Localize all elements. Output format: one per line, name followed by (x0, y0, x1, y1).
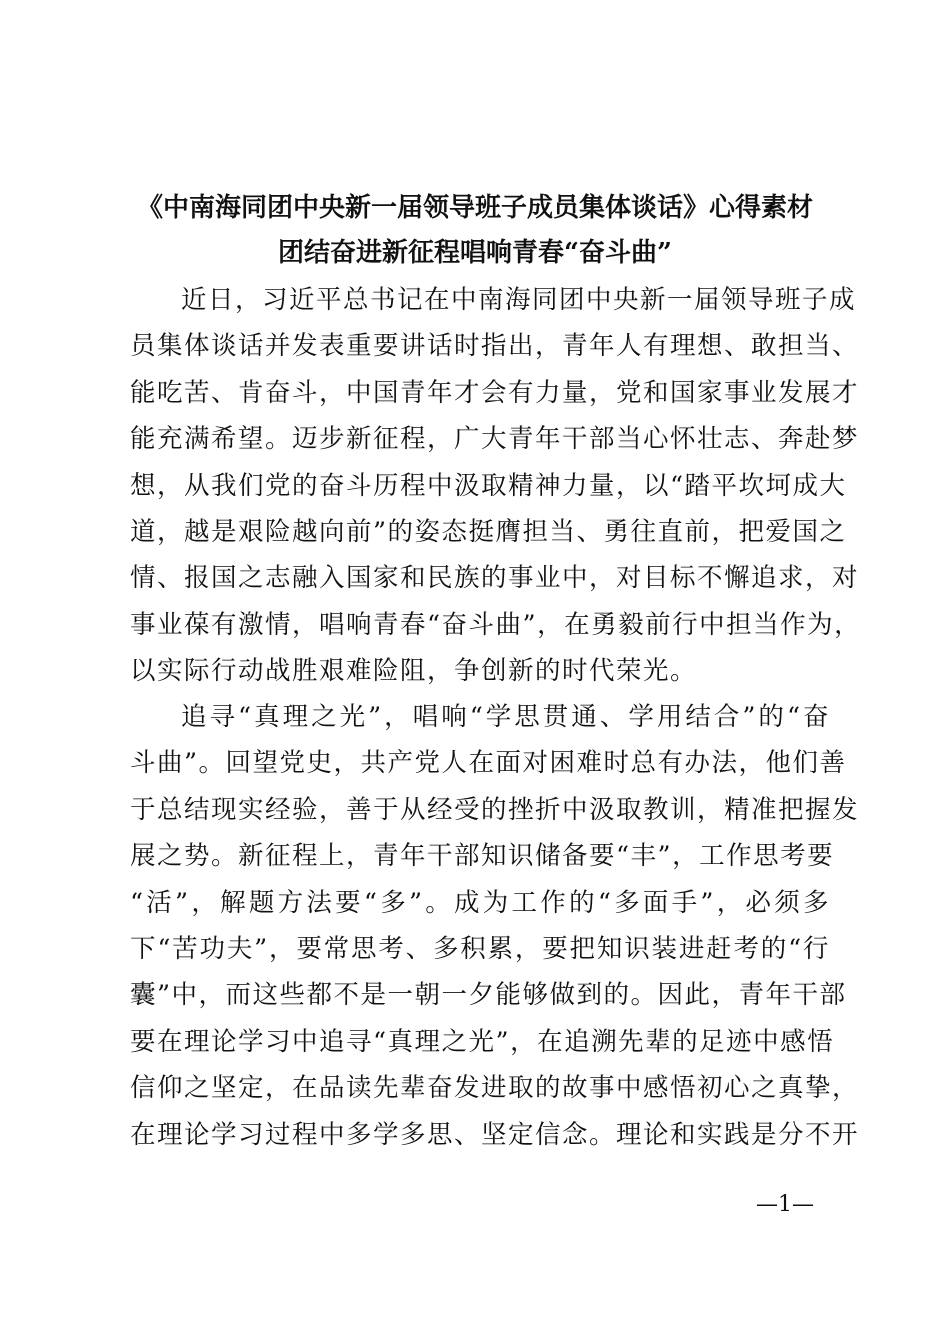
paragraph-1 (130, 277, 862, 695)
paragraph-line: 能吃苦、肯奋斗，中国青年才会有力量，党和国家事业发展才 (130, 377, 860, 408)
paragraph-line: 能充满希望。迈步新征程，广大青年干部当心怀壮志、奔赴梦 (130, 424, 860, 455)
paragraph-line: 员集体谈话并发表重要讲话时指出，青年人有理想、敢担当、 (130, 331, 860, 362)
paragraph-line: 信仰之坚定，在品读先辈奋发进取的故事中感悟初心之真挚， (130, 1073, 860, 1104)
paragraph-2 (130, 694, 860, 1158)
paragraph-line: 斗曲”。回望党史，共产党人在面对困难时总有办法，他们善 (130, 748, 847, 779)
paragraph-line: 近日，习近平总书记在中南海同团中央新一届领导班子成 (181, 285, 857, 315)
paragraph-line: 在理论学习过程中多学多思、坚定信念。理论和实践是分不开 (130, 1119, 860, 1150)
paragraph-line: “活”，解题方法要“多”。成为工作的“多面手”，必须多 (130, 887, 830, 918)
paragraph-line: 于总结现实经验，善于从经受的挫折中汲取教训，精准把握发 (130, 794, 860, 825)
page-number: —1— (756, 1192, 814, 1217)
paragraph-line: 以实际行动战胜艰难险阻，争创新的时代荣光。 (130, 656, 698, 687)
document-title: 《中南海同团中央新一届领导班子成员集体谈话》心得素材 (136, 193, 813, 223)
paragraph-line: 下“苦功夫”，要常思考、多积累，要把知识装进赶考的“行 (130, 933, 830, 964)
paragraph-line: 道，越是艰险越向前”的姿态挺膺担当、勇往直前，把爱国之 (130, 516, 847, 547)
document-subtitle: 团结奋进新征程唱响青春“奋斗曲” (278, 238, 672, 268)
paragraph-line: 想，从我们党的奋斗历程中汲取精神力量，以“踏平坎坷成大 (130, 470, 847, 501)
paragraph-line: 追寻“真理之光”，唱响“学思贯通、学用结合”的“奋 (181, 702, 830, 732)
paragraph-line: 情、报国之志融入国家和民族的事业中，对目标不懈追求，对 (130, 563, 860, 594)
paragraph-line: 展之势。新征程上，青年干部知识储备要“丰”，工作思考要 (130, 841, 835, 872)
paragraph-line: 囊”中，而这些都不是一朝一夕能够做到的。因此，青年干部 (130, 980, 847, 1011)
paragraph-line: 要在理论学习中追寻“真理之光”，在追溯先辈的足迹中感悟 (130, 1026, 835, 1057)
paragraph-line: 事业葆有激情，唱响青春“奋斗曲”，在勇毅前行中担当作为， (130, 609, 862, 640)
